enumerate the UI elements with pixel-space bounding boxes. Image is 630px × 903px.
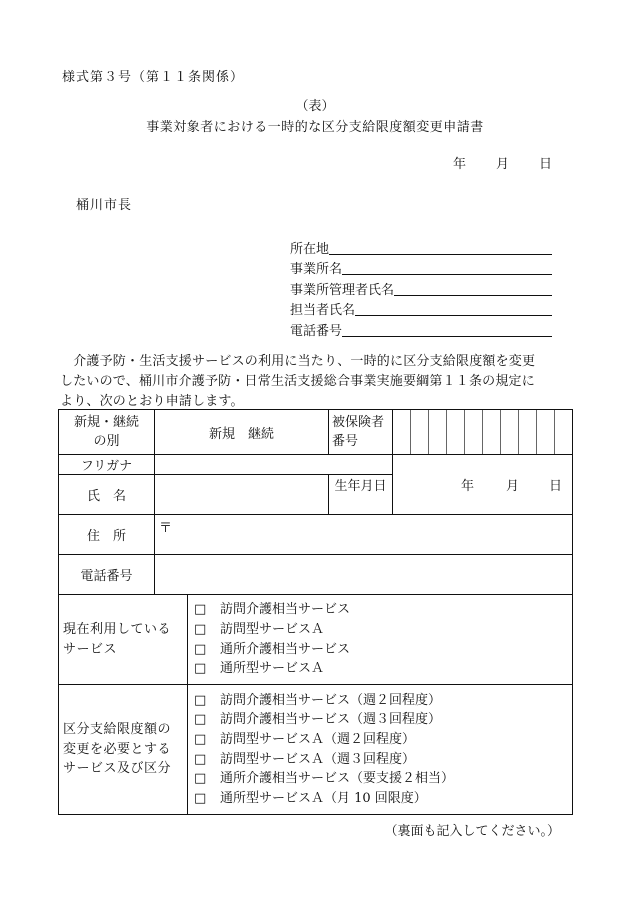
current-service-option[interactable] [194, 659, 572, 679]
option-label: 通所介護相当サービス [220, 641, 351, 657]
name-label: 氏 名 [86, 489, 126, 504]
current-services-list [188, 595, 573, 685]
change-service-option[interactable] [194, 750, 572, 770]
applicant-fields [290, 236, 552, 339]
addressee: 桶川市長 [76, 198, 133, 213]
birth-year-label: 年 [460, 479, 474, 494]
checkbox[interactable]: □ [194, 771, 207, 787]
application-date [453, 153, 552, 172]
furigana-label: フリガナ [80, 459, 133, 474]
intro-line: より、次のとおり申請します。 [60, 394, 244, 409]
insured-number-label: 被保険者 [332, 415, 385, 430]
applicant-field-office-name [290, 257, 552, 278]
option-label: 訪問型サービスＡ（週２回程度） [220, 731, 416, 747]
change-services-label: 区分支給限度額の [63, 722, 172, 738]
option-label: 訪問型サービスＡ（週３回程度） [220, 751, 416, 767]
current-services-label: 現在利用している [63, 621, 172, 637]
intro-line: したいので、桶川市介護予防・日常生活支援総合事業実施要綱第１１条の規定に [60, 374, 535, 389]
current-services-label-cell [59, 595, 188, 685]
checkbox[interactable]: □ [194, 641, 207, 657]
digit-box[interactable] [500, 410, 518, 454]
digit-box[interactable] [410, 410, 428, 454]
checkbox[interactable]: □ [194, 751, 207, 767]
back-side-note: （裏面も記入してください。） [384, 824, 560, 839]
checkbox[interactable]: □ [194, 790, 207, 806]
applicant-field-input[interactable] [342, 260, 552, 275]
form-title: 事業対象者における一時的な区分支給限度額変更申請書 [146, 120, 484, 135]
side-label: （表） [295, 99, 335, 114]
date-year-label: 年 [452, 157, 466, 172]
digit-box[interactable] [518, 410, 536, 454]
current-service-option[interactable] [194, 620, 572, 640]
postal-mark: 〒 [159, 521, 173, 536]
birth-month-label: 月 [505, 479, 519, 494]
applicant-field-phone [290, 318, 552, 339]
option-label: 訪問介護相当サービス（週２回程度） [220, 692, 442, 708]
digit-box[interactable] [482, 410, 500, 454]
change-services-label: サービス及び区分 [63, 761, 172, 777]
phone-label-cell [59, 555, 155, 595]
address-label: 住 所 [86, 529, 126, 544]
type-label: の別 [93, 434, 120, 449]
applicant-field-label: 所在地 [290, 241, 330, 257]
change-service-option[interactable] [194, 789, 572, 809]
name-label-cell [59, 475, 155, 515]
address-input[interactable] [155, 515, 573, 555]
insured-number-label-cell [329, 410, 393, 455]
type-label-cell [59, 410, 155, 455]
date-month-label: 月 [495, 157, 509, 172]
applicant-field-label: 電話番号 [290, 323, 343, 339]
type-value: 新規 継続 [209, 426, 275, 442]
digit-box[interactable] [446, 410, 464, 454]
furigana-label-cell [59, 455, 155, 475]
applicant-field-manager-name [290, 277, 552, 298]
current-service-option[interactable] [194, 600, 572, 620]
option-label: 訪問介護相当サービス [220, 602, 351, 618]
checkbox[interactable]: □ [194, 712, 207, 728]
checkbox[interactable]: □ [194, 621, 207, 637]
applicant-field-input[interactable] [394, 281, 552, 296]
application-table [58, 409, 573, 815]
birthdate-label-cell [329, 475, 393, 515]
option-label: 訪問介護相当サービス（週３回程度） [220, 712, 442, 728]
applicant-field-input[interactable] [342, 322, 552, 337]
intro-line: 介護予防・生活支援サービスの利用に当たり、一時的に区分支給限度額を変更 [60, 354, 536, 369]
insured-number-label: 番号 [332, 434, 359, 449]
option-label: 通所介護相当サービス（要支援２相当） [220, 771, 455, 787]
applicant-field-address [290, 236, 552, 257]
applicant-field-label: 事業所名 [290, 262, 343, 277]
change-services-label-cell [59, 685, 188, 815]
digit-box[interactable] [464, 410, 482, 454]
checkbox[interactable]: □ [194, 692, 207, 708]
change-service-option[interactable] [194, 691, 572, 711]
applicant-field-staff-name [290, 298, 552, 319]
change-services-list [188, 685, 573, 815]
digit-box[interactable] [428, 410, 446, 454]
digit-box[interactable] [393, 410, 410, 454]
applicant-field-label: 事業所管理者氏名 [290, 282, 395, 298]
phone-label: 電話番号 [80, 569, 133, 584]
checkbox[interactable]: □ [194, 731, 207, 747]
checkbox[interactable]: □ [194, 602, 207, 618]
furigana-input[interactable] [155, 455, 393, 475]
option-label: 通所型サービスＡ [220, 661, 325, 677]
phone-input[interactable] [155, 555, 573, 595]
current-services-label: サービス [63, 641, 118, 657]
name-input[interactable] [155, 475, 329, 515]
date-day-label: 日 [538, 157, 552, 172]
birthdate-input[interactable] [393, 455, 573, 515]
insured-number-boxes[interactable] [393, 410, 573, 455]
type-value-cell[interactable] [155, 410, 329, 455]
option-label: 通所型サービスＡ（月 10 回限度） [220, 790, 427, 806]
change-service-option[interactable] [194, 769, 572, 789]
intro-text [60, 352, 575, 412]
birth-day-label: 日 [549, 479, 563, 494]
birthdate-label: 生年月日 [334, 479, 387, 494]
digit-box[interactable] [554, 410, 572, 454]
change-service-option[interactable] [194, 710, 572, 730]
option-label: 訪問型サービスＡ [220, 621, 325, 637]
checkbox[interactable]: □ [194, 661, 207, 677]
current-service-option[interactable] [194, 640, 572, 660]
type-label: 新規・継続 [73, 415, 139, 430]
applicant-field-input[interactable] [329, 240, 552, 255]
applicant-field-input[interactable] [355, 301, 552, 316]
digit-box[interactable] [536, 410, 554, 454]
address-label-cell [59, 515, 155, 555]
form-number: 様式第３号（第１１条関係） [62, 70, 245, 85]
change-services-label: 変更を必要とする [63, 741, 172, 757]
change-service-option[interactable] [194, 730, 572, 750]
applicant-field-label: 担当者氏名 [290, 303, 356, 318]
